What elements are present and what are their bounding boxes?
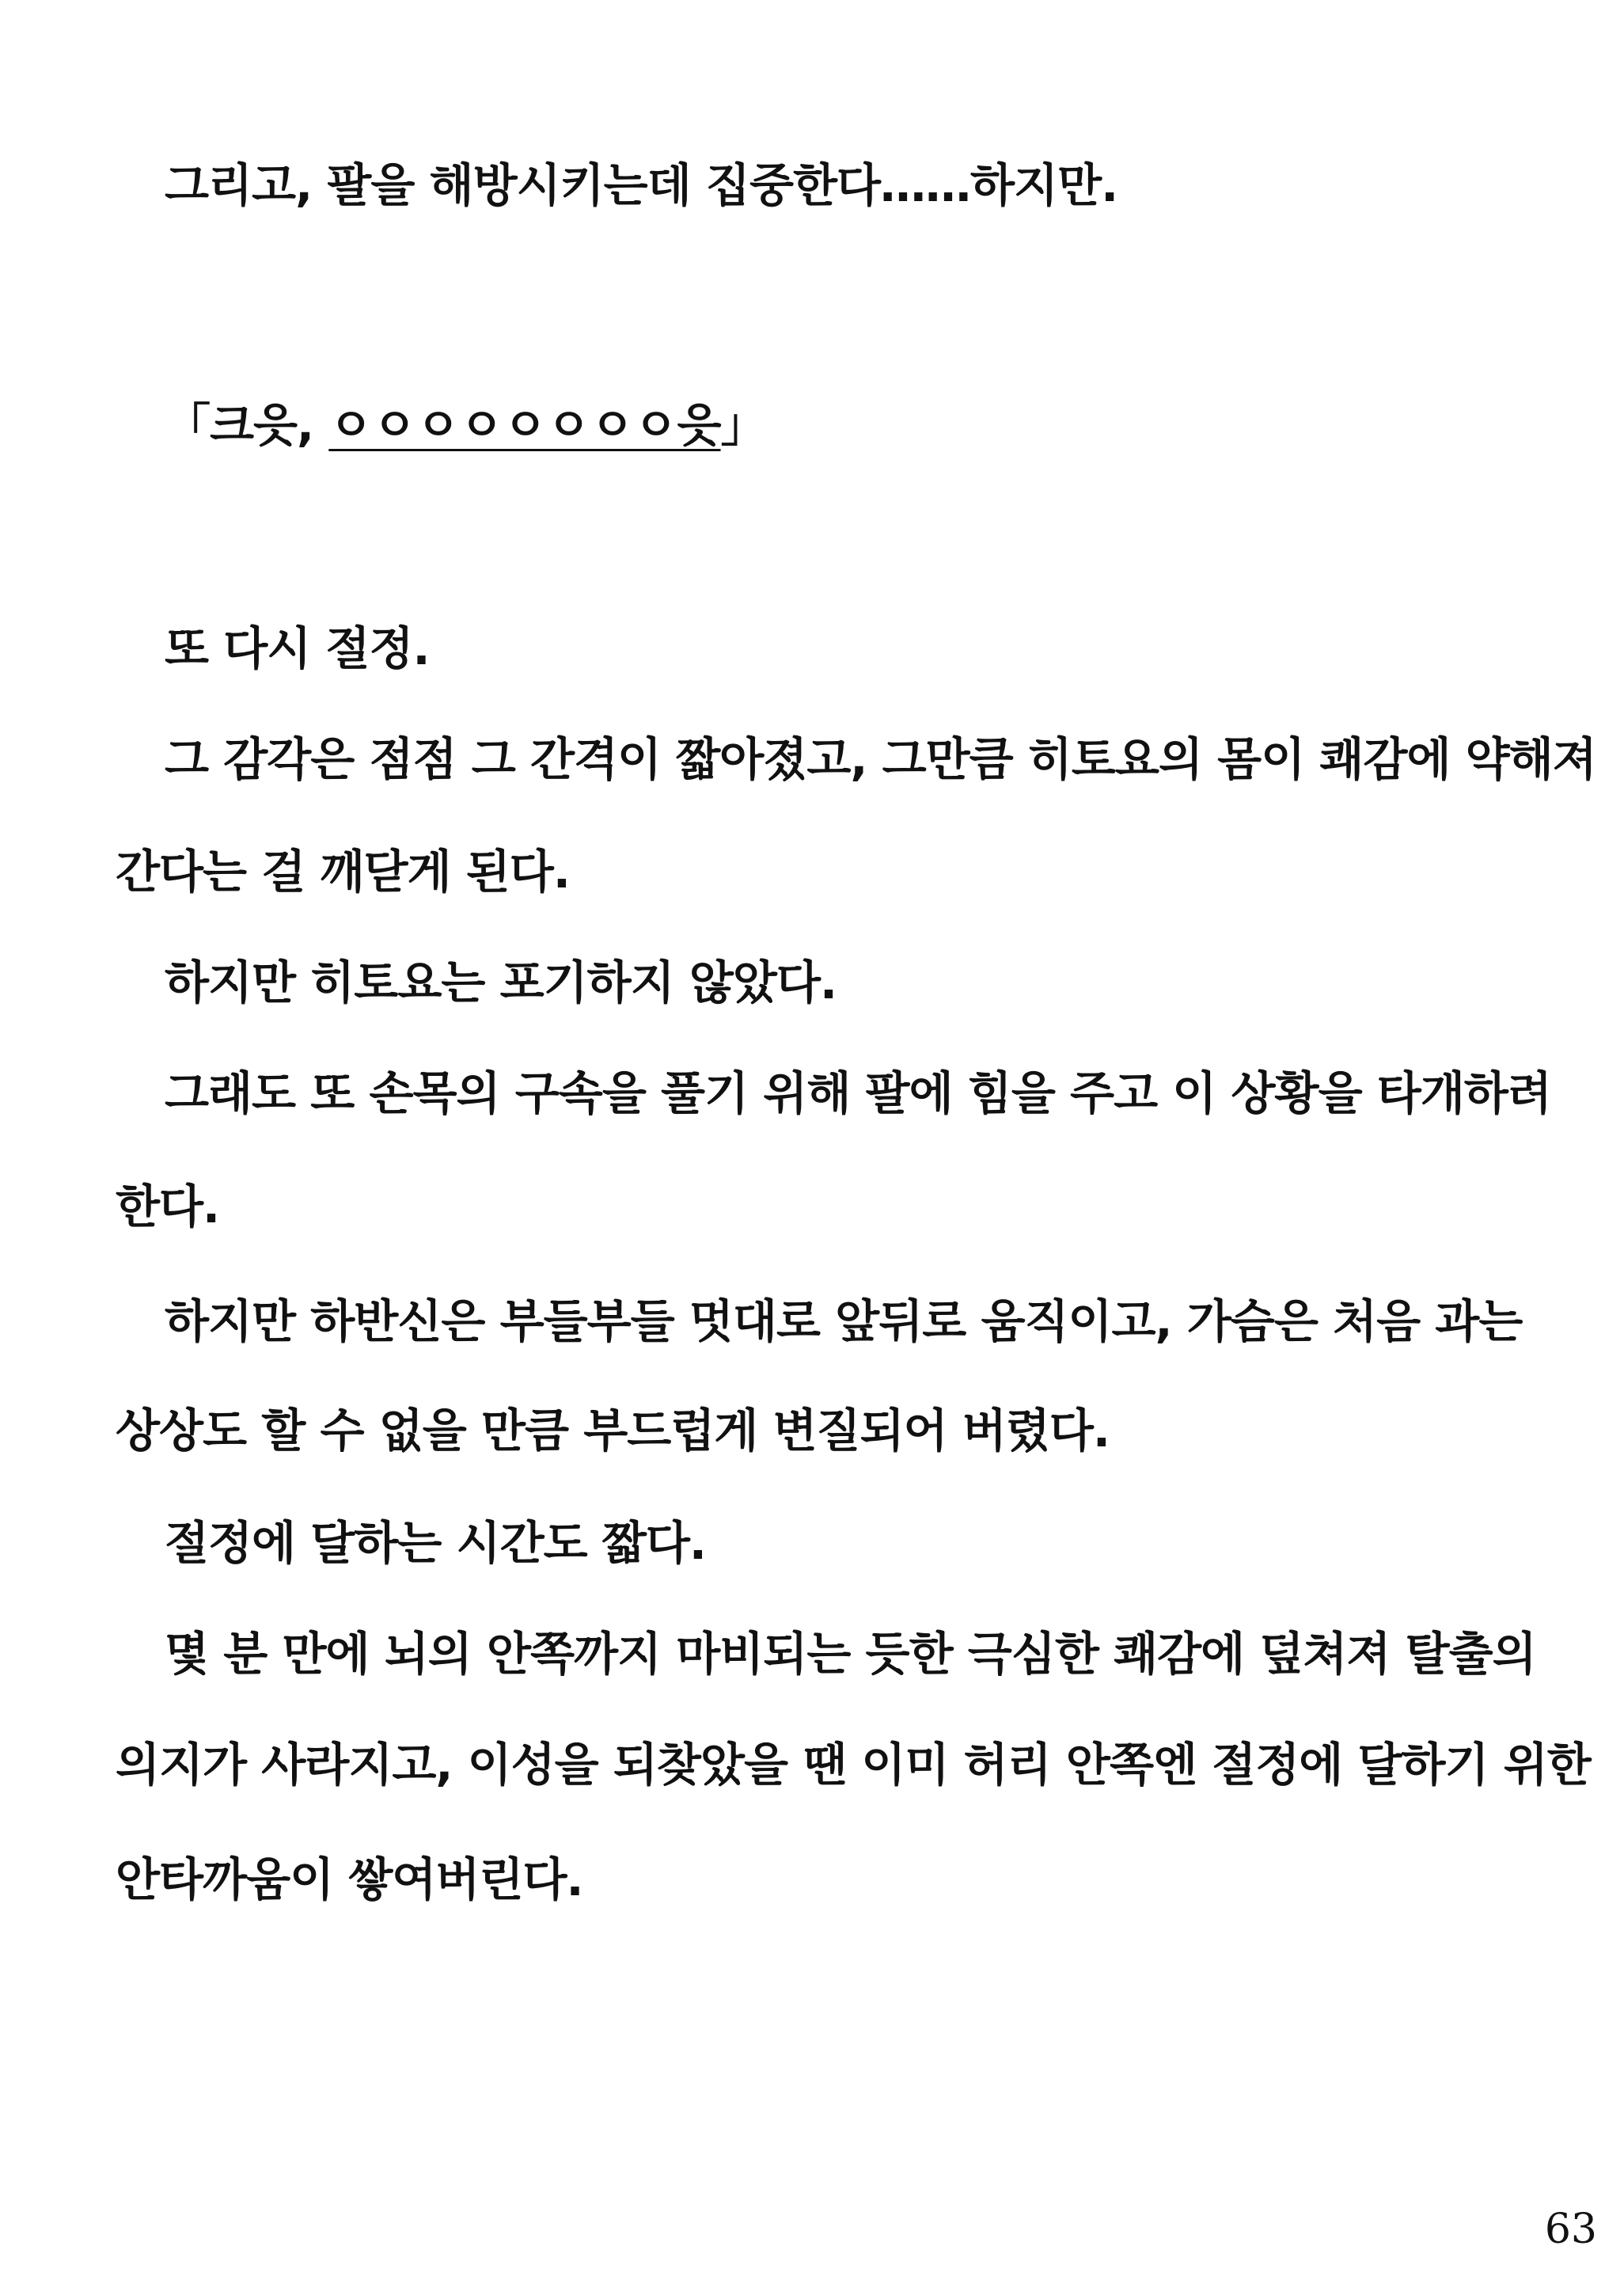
- text-line-11: 절정에 달하는 시간도 짧다.: [165, 1516, 706, 1570]
- dialogue-moan: ㅇㅇㅇㅇㅇㅇㅇㅇ읏: [328, 398, 721, 452]
- text-line-4: 그 감각은 점점 그 간격이 짧아졌고, 그만큼 히토요의 몸이 쾌감에 약해져: [165, 732, 1596, 786]
- text-line-14: 안타까움이 쌓여버린다.: [116, 1852, 583, 1906]
- text-line-10: 상상도 할 수 없을 만큼 부드럽게 변질되어 버렸다.: [116, 1404, 1110, 1457]
- text-line-8: 한다.: [116, 1180, 220, 1233]
- page-number: 63: [1544, 2206, 1597, 2253]
- text-line-6: 하지만 히토요는 포기하지 않았다.: [165, 956, 837, 1009]
- dialogue-line: [165, 398, 766, 452]
- text-line-3: 또 다시 절정.: [165, 621, 430, 675]
- text-line-5: 간다는 걸 깨닫게 된다.: [116, 845, 570, 899]
- text-line-13: 의지가 사라지고, 이성을 되찾았을 땐 이미 허리 안쪽엔 절정에 달하기 위한: [116, 1738, 1591, 1792]
- dialogue-close: 」: [720, 398, 766, 452]
- text-line-7: 그래도 또 손목의 구속을 풀기 위해 팔에 힘을 주고 이 상황을 타개하려: [165, 1066, 1551, 1120]
- text-line-9: 하지만 하반신은 부들부들 멋대로 앞뒤로 움직이고, 가슴은 처음 과는: [165, 1294, 1523, 1348]
- text-line-1: 그리고, 팔을 해방시키는데 집중한다……하지만.: [165, 158, 1118, 212]
- text-line-12: 몇 분 만에 뇌의 안쪽까지 마비되는 듯한 극심한 쾌감에 덮쳐져 탈출의: [165, 1627, 1536, 1681]
- dialogue-open: 「크읏,: [165, 398, 329, 452]
